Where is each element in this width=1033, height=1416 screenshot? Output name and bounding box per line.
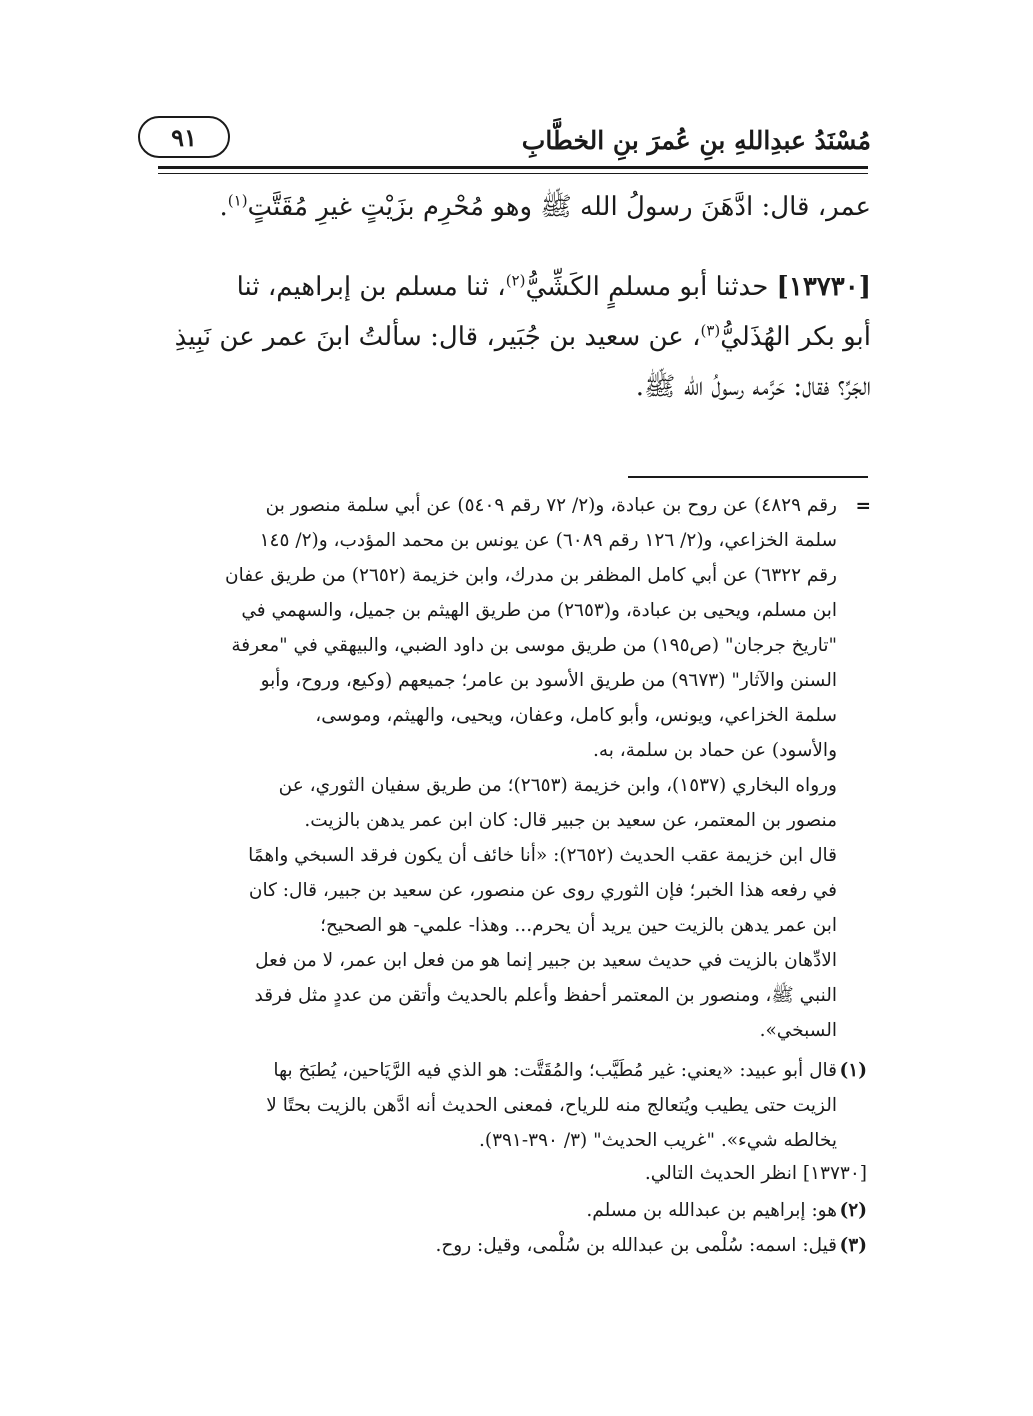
- footnote-1-line: يخالطه شيء». "غريب الحديث" (٣/ ٣٩٠-٣٩١).: [478, 1130, 837, 1151]
- footnote-separator: [628, 476, 868, 478]
- main-line-2-text-b: ، ثنا مسلم بن إبراهيم، ثنا: [236, 272, 506, 302]
- footnote-line: رقم ٦٣٢٢) عن أبي كامل المظفر بن مدرك، وابن خزيمة (٢٦٥٢) من طريق عفان: [225, 565, 837, 586]
- footnote-line: الادِّهان بالزيت في حديث سعيد بن جبير إنما هو من فعل ابن عمر، لا من فعل: [255, 950, 837, 971]
- footnote-line: السبخي».: [759, 1020, 837, 1041]
- footnote-line: النبي ﷺ، ومنصور بن المعتمر أحفظ وأعلم بالحديث وأتقن من عددٍ مثل فرقد: [254, 985, 837, 1006]
- main-line-2-text-a: حدثنا أبو مسلمٍ الكَشِّيُّ: [525, 272, 769, 302]
- main-text-line-1: [220, 192, 872, 223]
- footnote-1-line: قال أبو عبيد: «يعني: غير مُطَيَّب؛ والمُقَتَّت: هو الذي فيه الرَّيَاحين، يُطبَخ بها: [273, 1060, 837, 1081]
- footnote-line: ورواه البخاري (١٥٣٧)، وابن خزيمة (٢٦٥٣)؛ من طريق سفيان الثوري، عن: [278, 775, 837, 796]
- footnote-3-marker: (٣): [839, 1235, 867, 1256]
- footnote-line: سلمة الخزاعي، ويونس، وأبو كامل، وعفان، ويحيى، والهيثم، وموسى،: [315, 705, 837, 726]
- footnote-ref-1: (١): [227, 191, 248, 210]
- footnote-line: ابن عمر يدهن بالزيت حين يريد أن يحرم... وهذا- علمي- هو الصحيح؛: [320, 915, 837, 936]
- footnote-line: رقم ٤٨٢٩) عن روح بن عبادة، و(٢/ ٧٢ رقم ٥٤٠٩) عن أبي سلمة منصور بن: [265, 495, 837, 516]
- footnote-continuation-marker: =: [855, 496, 871, 517]
- main-line-3-text-a: أبو بكر الهُذَليُّ: [720, 322, 871, 352]
- hadith-number: [١٣٧٣٠]: [776, 272, 871, 302]
- main-line-1-end: .: [219, 192, 228, 222]
- main-line-1-text: عمر، قال: ادَّهَنَ رسولُ الله ﷺ وهو مُحْرِم بزَيْتٍ غيرِ مُقَتَّتٍ: [247, 192, 871, 222]
- footnote-line: "تاريخ جرجان" (ص١٩٥) من طريق موسى بن داود الضبي، والبيهقي في "معرفة: [231, 635, 837, 656]
- footnote-line: سلمة الخزاعي، و(٢/ ١٢٦ رقم ٦٠٨٩) عن يونس بن محمد المؤدب، و(٢/ ١٤٥: [259, 530, 837, 551]
- footnote-ref-3: (٣): [700, 321, 721, 340]
- footnote-ref-2: (٢): [505, 271, 526, 290]
- footnote-2-marker: (٢): [839, 1200, 867, 1221]
- footnote-1-line: الزيت حتى يطيب ويُتعالج منه للرياح، فمعنى الحديث أنه ادَّهن بالزيت بحتًا لا: [266, 1095, 837, 1116]
- header-rule-thick: [158, 166, 868, 169]
- main-text-line-3: [175, 322, 871, 353]
- footnote-line: السنن والآثار" (٩٦٧٣) من طريق الأسود بن عامر؛ جميعهم (وكيع، وروح، وأبو: [260, 670, 837, 691]
- footnote-1-marker: (١): [839, 1060, 867, 1081]
- footnote-3-text: قيل: اسمه: سُلْمى بن عبدالله بن سُلْمى، وقيل: روح.: [435, 1235, 837, 1256]
- footnote-line: والأسود) عن حماد بن سلمة، به.: [592, 740, 837, 761]
- footnote-line: في رفعه هذا الخبر؛ فإن الثوري روى عن منصور، عن سعيد بن جبير، قال: كان: [248, 880, 837, 901]
- footnote-2-text: هو: إبراهيم بن عبدالله بن مسلم.: [586, 1200, 837, 1221]
- main-text-line-2: [237, 272, 871, 303]
- main-text-line-4: الجَرِّ؟ فقال: حَرَّمه رسولُ الله ﷺ.: [635, 372, 871, 402]
- header-rule-thin: [158, 173, 868, 174]
- footnote-line: ابن مسلم، ويحيى بن عبادة، و(٢٦٥٣) من طريق الهيثم بن جميل، والسهمي في: [241, 600, 837, 621]
- main-line-3-text-b: ، عن سعيد بن جُبَير، قال: سألتُ ابنَ عمر عن نَبِيذِ: [174, 322, 701, 352]
- page-number-badge: ٩١: [138, 116, 230, 158]
- hadith-cross-reference: [١٣٧٣٠] انظر الحديث التالي.: [644, 1163, 867, 1184]
- footnote-line: قال ابن خزيمة عقب الحديث (٢٦٥٢): «أنا خائف أن يكون فرقد السبخي واهمًا: [248, 845, 837, 866]
- running-header-title: مُسْنَدُ عبدِاللهِ بنِ عُمرَ بنِ الخطَّابِ: [521, 126, 871, 155]
- footnote-line: منصور بن المعتمر، عن سعيد بن جبير قال: كان ابن عمر يدهن بالزيت.: [304, 810, 837, 831]
